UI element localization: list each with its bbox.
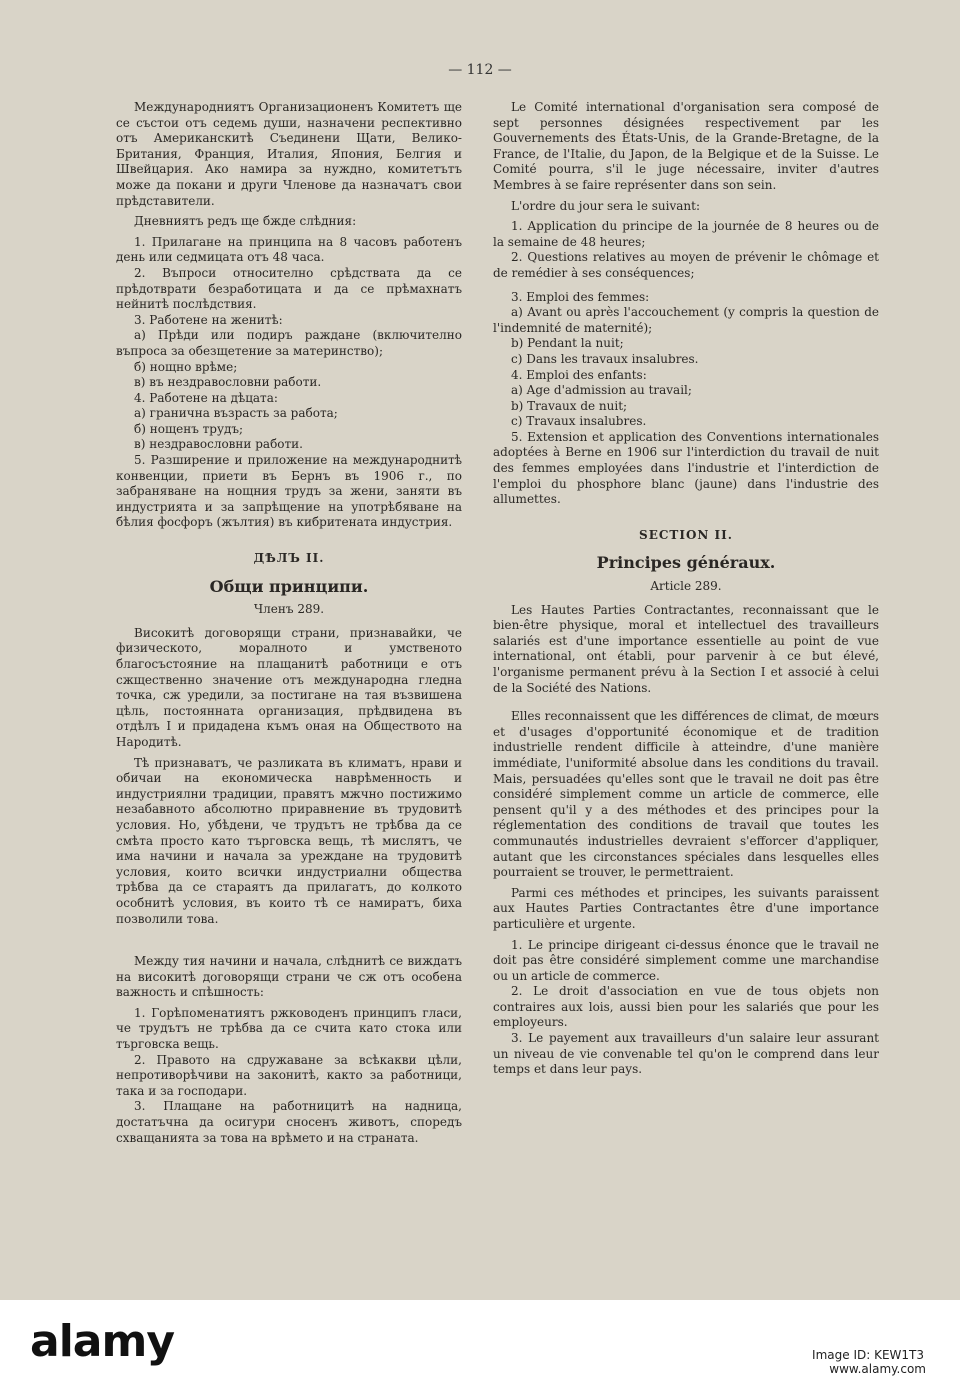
fr-agenda-intro: L'ordre du jour sera le suivant:	[511, 198, 700, 213]
fr-principle-item: 1. Le principe dirigeant ci-dessus énonce que le travail ne doit pas être considéré simplement comme une marchandise ou un article de commerce.	[493, 937, 879, 983]
fr-agenda-item: 2. Questions relatives au moyen de prévenir le chômage et de remédier à ses conséquences;	[493, 250, 879, 280]
fr-agenda-subitem: a) Age d'admission au travail;	[511, 383, 692, 398]
fr-agenda-subitem: b) Pendant la nuit;	[511, 336, 624, 351]
alamy-logo: alamy	[30, 1316, 174, 1367]
bg-paragraph: Тѣ признаватъ, че разликата въ климатъ, нрави и обичаи на економическа наврѣменность и индустриялни традиции, правятъ мжчно постижимо незабавното абсолютно приравнение въ трудовитѣ условия. Но, убѣдени, че трудътъ не трѣбва да се смѣта просто като търговска вещь, тѣ мислятъ, че има начини и начала за уреждане на трудовитѣ условия, които всички индустриални общества трѣбва да се стараятъ да прилагатъ, до колкото особнитѣ условия, въ които тѣ се намиратъ, биха позволили това.	[116, 755, 462, 926]
bg-principle-item: 2. Правото на сдружаване за всѣкакви цѣли, непротиворѣчиви на законитѣ, както за работници, така и за господари.	[116, 1052, 462, 1098]
bg-agenda-item: 4. Работене на дѣцата:	[134, 390, 278, 405]
fr-principle-item: 2. Le droit d'association en vue de tous objets non contraires aux lois, aussi bien pour les salariés que pour les employeurs.	[493, 984, 879, 1030]
bg-agenda-subitem: в) нездравословни работи.	[134, 437, 303, 452]
bg-agenda-item: 5. Разширение и приложение на международнитѣ конвенции, приети въ Бернъ въ 1906 г., по забраняване на нощния трудъ за жени, заняти въ индустрията и за запрѣщение на употрѣбяване на бѣлия фосфоръ (жълтия) въ кибритената индустрия.	[116, 453, 462, 530]
bg-agenda-subitem: б) нощенъ трудъ;	[134, 421, 244, 436]
bg-section-title: Общи принципи.	[209, 576, 369, 596]
bg-intro-paragraph: Международниятъ Организационенъ Комитетъ ще се състои отъ седемь души, назначени респективно отъ Американскитѣ Съединени Щати, Велико-Британия, Франция, Италия, Япония, Белгия и Швейцария. Ако намира за нуждно, комитетътъ може да покани и други Членове да назначатъ свои прѣдставители.	[116, 100, 462, 208]
bg-principle-item: 1. Горѣпоменатиятъ ржководенъ принципъ гласи, че трудътъ не трѣбва да се счита като стока или търговска вещь.	[116, 1005, 462, 1052]
bg-agenda-subitem: в) въ нездравословни работи.	[134, 375, 322, 390]
bg-section-heading: ДѢЛЪ II.	[253, 551, 325, 566]
fr-agenda-item: 3. Emploi des femmes:	[511, 289, 650, 304]
bg-agenda-subitem: а) гранична възрасть за работа;	[134, 406, 338, 421]
page-number: — 112 —	[448, 62, 512, 78]
bg-agenda-item: 1. Прилагане на принципа на 8 часовъ работенъ день или седмицата отъ 48 часа.	[116, 234, 462, 265]
bg-agenda-intro: Дневниятъ редъ ще бжде слѣдния:	[134, 214, 357, 229]
fr-section-heading: SECTION II.	[639, 527, 733, 542]
fr-agenda-subitem: c) Dans les travaux insalubres.	[511, 351, 699, 366]
fr-article-number: Article 289.	[650, 579, 722, 594]
fr-agenda-subitem: c) Travaux insalubres.	[511, 414, 647, 429]
french-column	[493, 100, 879, 1078]
bg-agenda-item: 3. Работене на женитѣ:	[134, 312, 283, 327]
bulgarian-column	[116, 100, 462, 1146]
fr-agenda-item: 5. Extension et application des Conventions internationales adoptées à Berne en 1906 sur l'interdiction du travail de nuit des femmes employées dans l'industrie et l'interdiction de l'emploi du phosphore blanc (jaune) dans l'industrie des allumettes.	[493, 429, 879, 507]
bg-agenda-subitem: б) нощно врѣме;	[134, 359, 238, 374]
fr-agenda-subitem: b) Travaux de nuit;	[511, 398, 628, 413]
bg-paragraph: Високитѣ договорящи страни, признавайки, че физическото, моралното и умственото благосъстояние на плащанитѣ работници е отъ сжщественно значение отъ международна гледна точка, сж уредили, за постигане на тая възвишена цѣль, постоянната организация, прѣдвидена въ отдѣлъ I и придадена къмъ оная на Обществото на Народитѣ.	[116, 625, 462, 749]
fr-agenda-subitem: a) Avant ou après l'accouchement (y compris la question de l'indemnité de maternité);	[493, 305, 879, 335]
image-id-label: Image ID: KEW1T3	[812, 1348, 924, 1362]
fr-agenda-item: 1. Application du principe de la journée de 8 heures ou de la semaine de 48 heures;	[493, 219, 879, 249]
fr-paragraph: Les Hautes Parties Contractantes, reconnaissant que le bien-être physique, moral et intellectuel des travailleurs salariés est d'une importance essentielle au point de vue international, ont établi, pour parvenir à ce but élevé, l'organisme permanent prévu à la Section I et associé à celui de la Société des Nations.	[493, 602, 879, 695]
fr-intro-paragraph: Le Comité international d'organisation sera composé de sept personnes désignées respectivement par les Gouvernements des États-Unis, de la Grande-Bretagne, de la France, de l'Italie, du Japon, de la Belgique et de la Suisse. Le Comité pourra, s'il le juge nécessaire, inviter d'autres Membres à se faire représenter dans son sein.	[493, 100, 879, 192]
fr-paragraph: Elles reconnaissent que les différences de climat, de mœurs et d'usages d'opportunité économique et de tradition industrielle rendent difficile à atteindre, d'une manière immédiate, l'uniformité absolue dans les conditions du travail. Mais, persuadées qu'elles sont que le travail ne doit pas être considéré simplement comme un article de commerce, elle pensent qu'il y a des méthodes et des principes pour la réglementation des conditions de travail que toutes les communautés industrielles devraient s'efforcer d'appliquer, autant que les circonstances spéciales dans lesquelles elles pourraient se trouver, le permettraient.	[493, 709, 879, 880]
fr-section-title: Principes généraux.	[596, 553, 776, 573]
bg-agenda-item: 2. Въпроси относително срѣдствата да се прѣдотврати безработицата и да се прѣмахнатъ нейнитѣ послѣдствия.	[116, 265, 462, 312]
bg-article-number: Членъ 289.	[253, 602, 325, 617]
fr-paragraph: Parmi ces méthodes et principes, les suivants paraissent aux Hautes Parties Contractantes être d'une importance particulière et urgente.	[493, 885, 879, 931]
bg-principle-item: 3. Плащане на работницитѣ на надница, достатъчна да осигури сносенъ животъ, споредъ схващанията за това на врѣмето и на страната.	[116, 1099, 462, 1145]
fr-principle-item: 3. Le payement aux travailleurs d'un salaire leur assurant un niveau de vie convenable tel qu'on le comprend dans leur temps et dans leur pays.	[493, 1031, 879, 1077]
bg-paragraph: Между тия начини и начала, слѣднитѣ се виждатъ на високитѣ договорящи страни че сж отъ особена важность и спѣшность:	[116, 954, 462, 1000]
site-url: www.alamy.com	[829, 1362, 926, 1376]
bg-agenda-subitem: а) Прѣди или подиръ раждане (включително въпроса за обезщетение за материнство);	[116, 328, 462, 358]
fr-agenda-item: 4. Emploi des enfants:	[511, 367, 647, 382]
